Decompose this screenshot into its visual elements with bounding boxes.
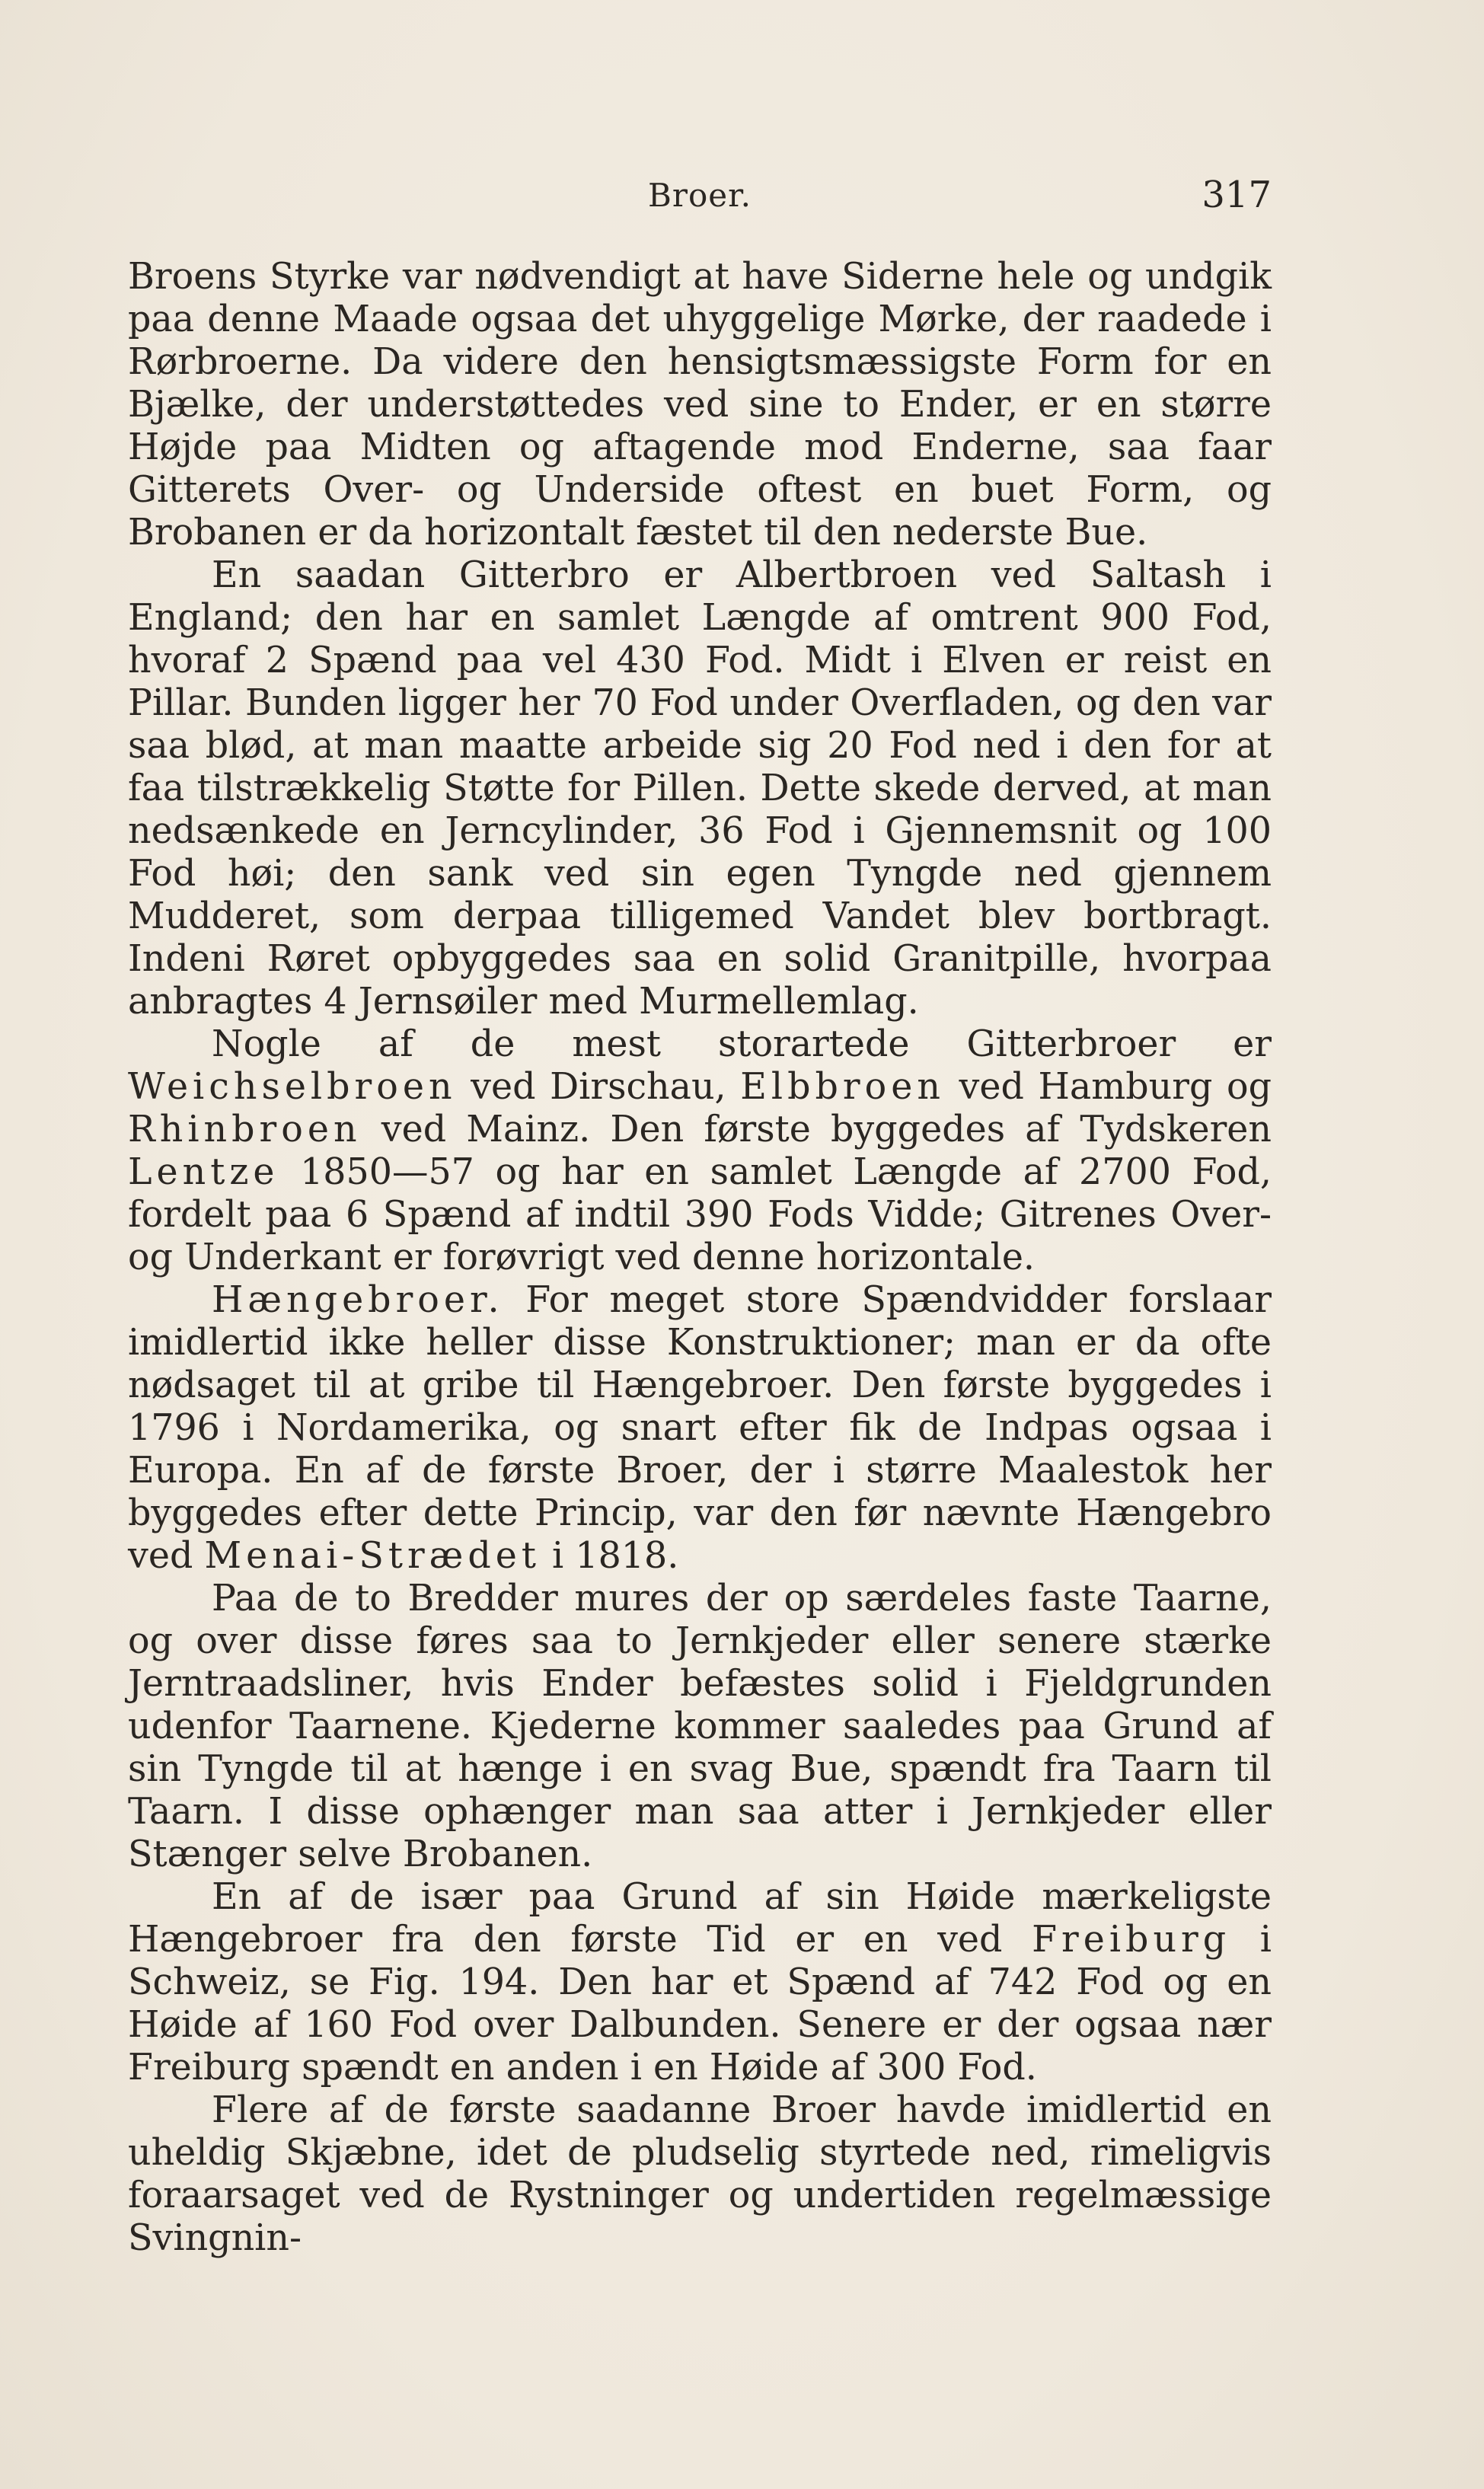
spaced-name-menai-straedet: Menai-Strædet <box>204 1535 541 1577</box>
paragraph-text: , se Fig. 194. Den har et Spænd af 742 Fod og en Høide af 160 Fod over Dalbunden. Senere er der ogsaa nær Freiburg spændt en anden i en Høide af 300 Fod. <box>128 1961 1272 2089</box>
paragraph-text: i <box>1230 1919 1272 1961</box>
place-name-schweiz: Schweiz <box>128 1961 279 2003</box>
paragraph <box>128 1876 1272 2089</box>
paragraph-text: i 1818. <box>540 1535 679 1577</box>
paragraph-text: For meget store Spændvidder forslaar imidlertid ikke heller disse Konstruktioner; man er da ofte nødsaget til at gribe til Hængebroer. Den første byggedes i 1796 i Nordamerika, og snart efter fik de Indpas ogsaa i Europa. En af de første Broer, der i større Maalestok her byggedes efter dette Princip, var den før nævnte Hængebro ved <box>128 1279 1272 1577</box>
spaced-name-rhinbroen: Rhinbroen <box>128 1109 362 1150</box>
paragraph <box>128 1578 1272 1876</box>
paragraph-text: Nogle af de mest storartede Gitterbroer er <box>212 1023 1272 1065</box>
paragraph-text: ved Dirschau, <box>456 1066 741 1108</box>
paragraph <box>128 1279 1272 1578</box>
paragraph-text: En saadan Gitterbro er Albertbroen ved Saltash i England; den har en samlet Længde af omtrent 900 Fod, hvoraf 2 Spænd paa vel 430 Fod. Midt i Elven er reist en Pillar. Bunden ligger her 70 Fod under Overfladen, og den var saa blød, at man maatte arbeide sig 20 Fod ned i den for at faa tilstrækkelig Støtte for Pillen. Dette skede derved, at man nedsænkede en Jerncylinder, 36 Fod i Gjennemsnit og 100 Fod høi; den sank ved sin egen Tyngde ned gjennem Mudderet, som derpaa tilligemed Vandet blev bortbragt. Indeni Røret opbyggedes saa en solid Granitpille, hvorpaa anbragtes 4 Jernsøiler med Murmellemlag. <box>128 554 1272 1023</box>
spaced-name-lentze: Lentze <box>128 1151 279 1193</box>
body-text <box>128 256 1272 2260</box>
paragraph-text: Flere af de første saadanne Broer havde imidlertid en uheldig Skjæbne, idet de pludselig styrtede ned, rimeligvis foraarsaget ved de Rystninger og undertiden regelmæssige Svingnin- <box>128 2089 1272 2259</box>
paragraph <box>128 256 1272 554</box>
spaced-name-elbbroen: Elbbroen <box>740 1066 945 1108</box>
paragraph-text: 1850—57 og har en samlet Længde af 2700 Fod, fordelt paa 6 Spænd af indtil 390 Fods Vidde; Gitrenes Over- og Underkant er forøvrigt ved denne horizontale. <box>128 1151 1272 1278</box>
spaced-name-weichselbroen: Weichselbroen <box>128 1066 457 1108</box>
section-heading-haengebroer: Hængebroer. <box>212 1279 504 1321</box>
page-number: 317 <box>1202 174 1272 216</box>
running-title: Broer. <box>648 177 752 214</box>
paragraph-text: En af de især paa Grund af sin Høide mærkeligste Hængebroer fra den første Tid er en ved <box>128 1876 1272 1961</box>
paragraph <box>128 1023 1272 1279</box>
page-header <box>128 169 1272 222</box>
spaced-name-freiburg: Freiburg <box>1032 1919 1231 1961</box>
paragraph-text: Paa de to Bredder mures der op særdeles faste Taarne, og over disse føres saa to Jernkjeder eller senere stærke Jerntraadsliner, hvis Ender befæstes solid i Fjeldgrunden udenfor Taarnene. Kjederne kommer saaledes paa Grund af sin Tyngde til at hænge i en svag Bue, spændt fra Taarn til Taarn. I disse ophænger man saa atter i Jernkjeder eller Stænger selve Brobanen. <box>128 1578 1272 1875</box>
paragraph <box>128 2089 1272 2260</box>
paragraph <box>128 554 1272 1023</box>
paragraph-text: ved Mainz. Den første byggedes af Tydskeren <box>361 1109 1272 1150</box>
paragraph-text: Broens Styrke var nødvendigt at have Siderne hele og undgik paa denne Maade ogsaa det uhyggelige Mørke, der raadede i Rørbroerne. Da videre den hensigtsmæssigste Form for en Bjælke, der understøttedes ved sine to Ender, er en større Højde paa Midten og aftagende mod Enderne, saa faar Gitterets Over- og Underside oftest en buet Form, og Brobanen er da horizontalt fæstet til den nederste Bue. <box>128 256 1272 554</box>
paragraph-text: ved Hamburg og <box>944 1066 1272 1108</box>
